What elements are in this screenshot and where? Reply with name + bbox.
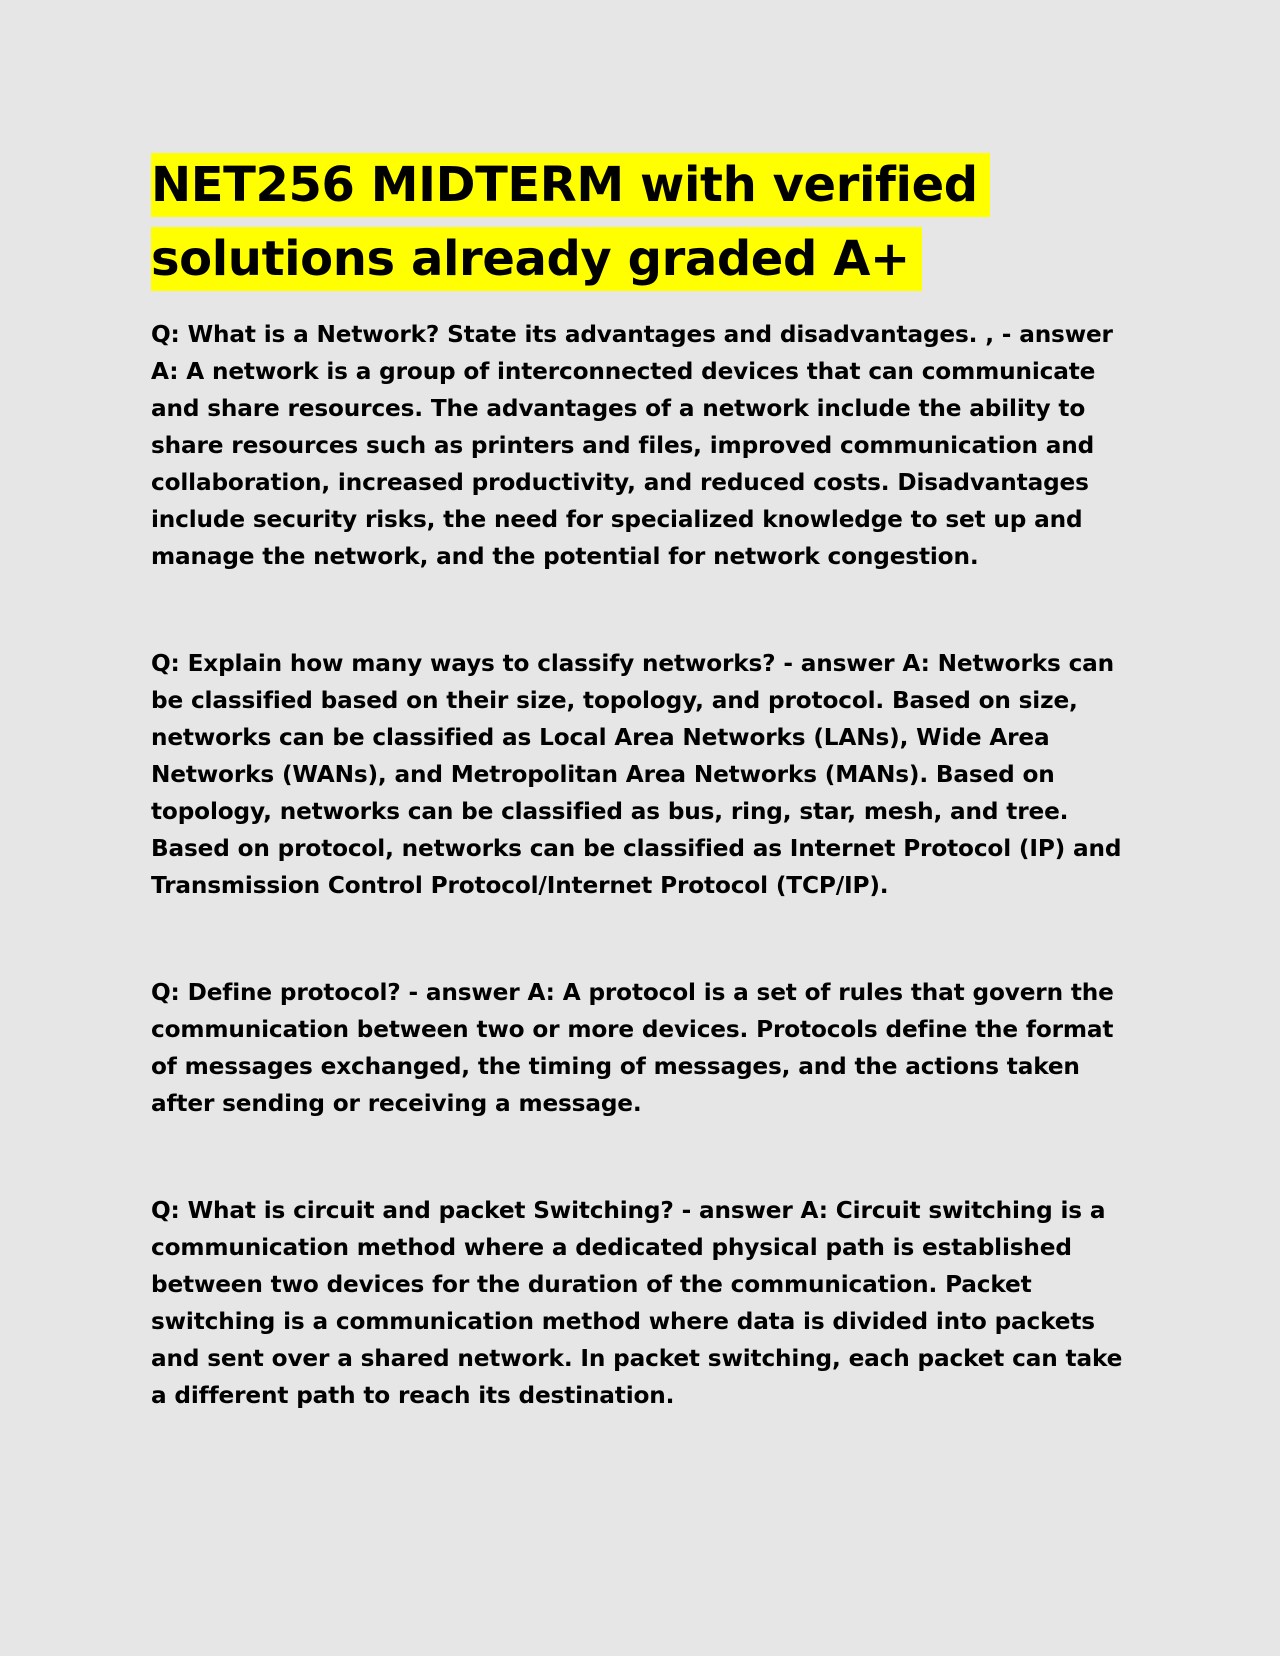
qa-item-protocol-definition: Q: Define protocol? - answer A: A protocol is a set of rules that govern the communication between two or more devices. Protocols define the format of messages exchanged, the timing of messages, and the actions taken after sending or receiving a message. (151, 979, 1114, 1117)
document-title-highlight: NET256 MIDTERM with verified solutions already graded A+ (151, 153, 990, 291)
document-title (151, 148, 1141, 296)
qa-item-network-classification: Q: Explain how many ways to classify networks? - answer A: Networks can be classified based on their size, topology, and protocol. Based on size, networks can be classified as Local Area Networks (LANs), Wide Area Networks (WANs), and Metropolitan Area Networks (MANs). Based on topology, networks can be classified as bus, ring, star, mesh, and tree. Based on protocol, networks can be classified as Internet Protocol (IP) and Transmission Control Protocol/Internet Protocol (TCP/IP). (151, 650, 1122, 899)
qa-item-network-definition: Q: What is a Network? State its advantages and disadvantages. , - answer A: A network is a group of interconnected devices that can communicate and share resources. The advantages of a network include the ability to share resources such as printers and files, improved communication and collaboration, increased productivity, and reduced costs. Disadvantages include security risks, the need for specialized knowledge to set up and manage the network, and the potential for network congestion. (151, 321, 1113, 570)
document-content (151, 148, 1141, 1484)
qa-item-circuit-packet-switching: Q: What is circuit and packet Switching? - answer A: Circuit switching is a communication method where a dedicated physical path is established between two devices for the duration of the communication. Packet switching is a communication method where data is divided into packets and sent over a shared network. In packet switching, each packet can take a different path to reach its destination. (151, 1197, 1123, 1409)
